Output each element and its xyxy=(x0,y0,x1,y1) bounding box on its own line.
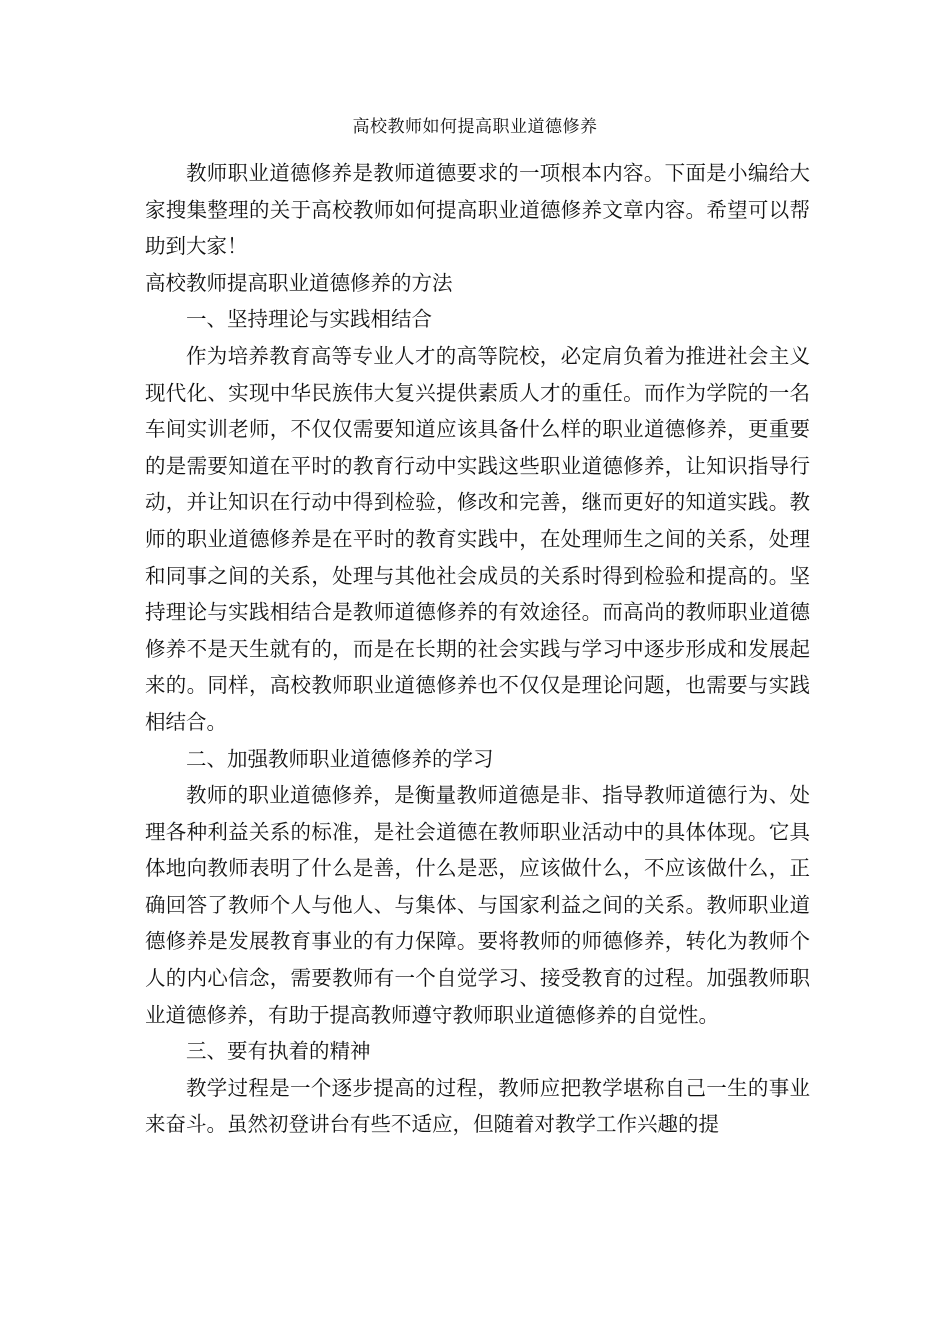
subsection-heading-1: 一、坚持理论与实践相结合 xyxy=(186,307,432,332)
section-heading: 高校教师提高职业道德修养的方法 xyxy=(145,270,453,295)
subsection-paragraph-2: 教师的职业道德修养，是衡量教师道德是非、指导教师道德行为、处理各种利益关系的标准，是社会道德在教师职业活动中的具体体现。它具体地向教师表明了什么是善，什么是恶，应该做什么，不应该做什么，正确回答了教师个人与他人、与集体、与国家利益之间的关系。教师职业道德修养是发展教育事业的有力保障。要将教师的师德修养，转化为教师个人的内心信念，需要教师有一个自觉学习、接受教育的过程。加强教师职业道德修养，有助于提高教师遵守教师职业道德修养的自觉性。 xyxy=(145,783,810,1027)
subsection-heading-2: 二、加强教师职业道德修养的学习 xyxy=(186,746,494,771)
subsection-heading-3: 三、要有执着的精神 xyxy=(186,1039,371,1064)
intro-paragraph: 教师职业道德修养是教师道德要求的一项根本内容。下面是小编给大家搜集整理的关于高校教师如何提高职业道德修养文章内容。希望可以帮助到大家！ xyxy=(145,161,810,259)
document-body xyxy=(145,155,810,1143)
document-title: 高校教师如何提高职业道德修养 xyxy=(352,117,598,137)
subsection-paragraph-1: 作为培养教育高等专业人才的高等院校，必定肩负着为推进社会主义现代化、实现中华民族伟大复兴提供素质人才的重任。而作为学院的一名车间实训老师，不仅仅需要知道应该具备什么样的职业道德修养，更重要的是需要知道在平时的教育行动中实践这些职业道德修养，让知识指导行动，并让知识在行动中得到检验，修改和完善，继而更好的知道实践。教师的职业道德修养是在平时的教育实践中，在处理师生之间的关系，处理和同事之间的关系，处理与其他社会成员的关系时得到检验和提高的。坚持理论与实践相结合是教师道德修养的有效途径。而高尚的教师职业道德修养不是天生就有的，而是在长期的社会实践与学习中逐步形成和发展起来的。同样，高校教师职业道德修养也不仅仅是理论问题，也需要与实践相结合。 xyxy=(145,343,810,734)
subsection-paragraph-3: 教学过程是一个逐步提高的过程，教师应把教学堪称自己一生的事业来奋斗。虽然初登讲台有些不适应，但随着对教学工作兴趣的提 xyxy=(145,1075,810,1137)
